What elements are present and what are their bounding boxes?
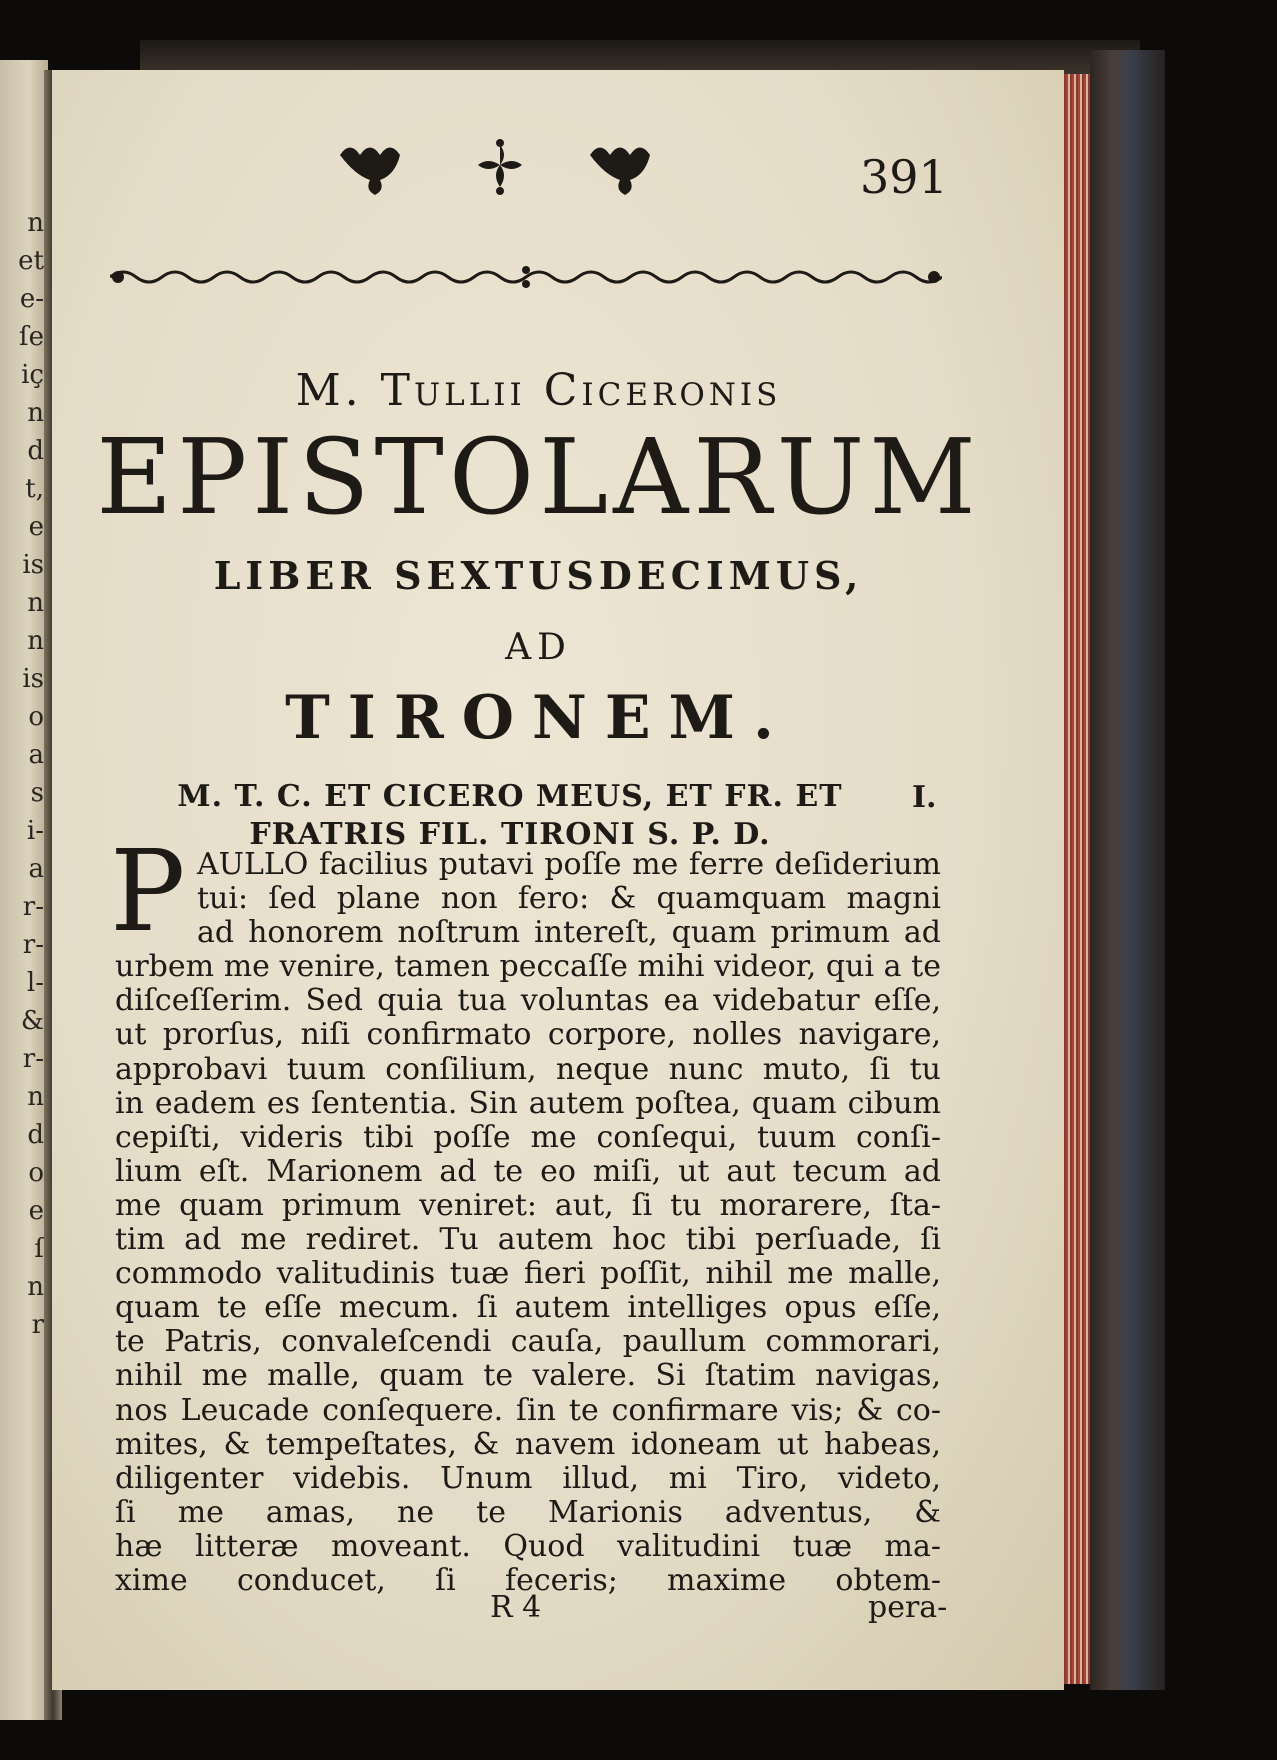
decorative-rule bbox=[110, 262, 942, 292]
body-line: mites, & tempeſtates, & navem idoneam ut habeas, bbox=[115, 1427, 941, 1462]
body-line: xime conducet, ſi feceris; maxime obtem- bbox=[115, 1563, 941, 1598]
salutation-line-2: FRATRIS FIL. TIRONI S. P. D. bbox=[249, 817, 771, 852]
body-line: diligenter videbis. Unum illud, mi Tiro, videto, bbox=[115, 1461, 941, 1496]
page-title: EPISTOLARUM bbox=[96, 416, 981, 538]
left-page-fragment-text: n bbox=[27, 1082, 44, 1112]
body-line: commodo valitudinis tuæ fieri poſſit, nihil me malle, bbox=[115, 1257, 941, 1292]
body-line: me quam primum veniret: aut, ſi tu morarere, ſta- bbox=[115, 1188, 941, 1223]
body-line: hæ litteræ moveant. Quod valitudini tuæ ma- bbox=[115, 1529, 941, 1564]
body-line: ad honorem noſtrum intereſt, quam primum ad bbox=[197, 916, 941, 951]
body-line: tim ad me rediret. Tu autem hoc tibi perſuade, ſi bbox=[115, 1223, 941, 1258]
letter-body bbox=[115, 848, 941, 1598]
letter-number: I. bbox=[912, 780, 937, 815]
body-line: te Patris, convaleſcendi cauſa, paullum commorari, bbox=[115, 1325, 941, 1360]
left-page-fragment-text: ſ bbox=[34, 1234, 44, 1264]
left-page-fragment-text: a bbox=[28, 854, 44, 884]
left-page-fragment-text: r- bbox=[22, 930, 44, 960]
left-page-fragment-text: d bbox=[27, 1120, 44, 1150]
book-page bbox=[52, 70, 1064, 1690]
left-page-fragment-text: n bbox=[27, 398, 44, 428]
body-line: in eadem es ſententia. Sin autem poſtea, quam cibum bbox=[115, 1086, 941, 1121]
body-line: quam te eſſe mecum. ſi autem intelliges opus eſſe, bbox=[115, 1291, 941, 1326]
left-page-fragment-text: ſe bbox=[18, 322, 44, 352]
left-page-fragment-text: t, bbox=[25, 474, 44, 504]
left-page-fragment-text: et bbox=[18, 246, 44, 276]
fleuron-icon bbox=[330, 135, 710, 205]
body-line: nos Leucade conſequere. ſin te confirmare vis; & co- bbox=[115, 1393, 941, 1428]
left-page-fragment bbox=[0, 60, 48, 1720]
fleuron-ornament-row bbox=[330, 135, 710, 205]
body-line: ſi me amas, ne te Marionis adventus, & bbox=[115, 1495, 941, 1530]
recipient-heading: TIRONEM. bbox=[285, 683, 792, 753]
page-edges bbox=[1060, 74, 1090, 1684]
left-page-fragment-text: r bbox=[31, 1310, 44, 1340]
left-page-fragment-text: l- bbox=[26, 968, 44, 998]
left-page-fragment-text: o bbox=[28, 702, 44, 732]
left-page-fragment-text: s bbox=[30, 778, 44, 808]
body-line: cepiſti, videris tibi poſſe me conſequi, tuum conſi- bbox=[115, 1120, 941, 1155]
body-line: nihil me malle, quam te valere. Si ſtatim navigas, bbox=[115, 1359, 941, 1394]
book-subtitle: LIBER SEXTUSDECIMUS, bbox=[213, 553, 864, 598]
left-page-fragment-text: n bbox=[27, 588, 44, 618]
left-page-fragment-text: r- bbox=[22, 1044, 44, 1074]
page-number: 391 bbox=[860, 150, 948, 204]
body-line: ut prorſus, niſi confirmato corpore, nolles navigare, bbox=[115, 1018, 941, 1053]
wavy-rule-icon bbox=[110, 262, 942, 292]
left-page-fragment-text: e bbox=[28, 512, 44, 542]
body-line: approbavi tuum conſilium, neque nunc muto, ſi tu bbox=[115, 1052, 941, 1087]
left-page-fragment-text: o bbox=[28, 1158, 44, 1188]
book-cover-right bbox=[1090, 50, 1165, 1690]
left-page-fragment-text: n bbox=[27, 208, 44, 238]
left-page-fragment-text: d bbox=[27, 436, 44, 466]
left-page-fragment-text: e bbox=[28, 1196, 44, 1226]
body-line: AULLO facilius putavi poſſe me ferre deſiderium bbox=[197, 848, 941, 882]
left-page-fragment-text: a bbox=[28, 740, 44, 770]
left-page-fragment-text: e- bbox=[19, 284, 44, 314]
left-page-fragment-text: n bbox=[27, 1272, 44, 1302]
left-page-fragment-text: & bbox=[20, 1006, 44, 1036]
body-line: tui: ſed plane non fero: & quamquam magni bbox=[197, 882, 941, 917]
author-heading: M. Tullii Ciceronis bbox=[295, 365, 782, 416]
preposition-heading: AD bbox=[505, 627, 572, 668]
book-cover-top bbox=[140, 40, 1140, 74]
body-line: diſceſſerim. Sed quia tua voluntas ea videbatur eſſe, bbox=[115, 984, 941, 1019]
salutation-line-1: M. T. C. ET CICERO MEUS, ET FR. ET bbox=[177, 779, 843, 814]
left-page-fragment-text: is bbox=[22, 550, 44, 580]
catchword: pera- bbox=[868, 1590, 948, 1625]
left-page-fragment-text: iç bbox=[21, 360, 44, 390]
left-page-fragment-text: i- bbox=[26, 816, 44, 846]
left-page-fragment-text: is bbox=[22, 664, 44, 694]
left-page-fragment-text: n bbox=[27, 626, 44, 656]
drop-cap: P bbox=[110, 827, 186, 957]
body-line: urbem me venire, tamen peccaſſe mihi videor, qui a te bbox=[115, 950, 941, 985]
signature-mark: R 4 bbox=[490, 1590, 542, 1625]
left-page-fragment-text: r- bbox=[22, 892, 44, 922]
salutation bbox=[150, 778, 870, 854]
body-line: lium eſt. Marionem ad te eo miſi, ut aut tecum ad bbox=[115, 1154, 941, 1189]
